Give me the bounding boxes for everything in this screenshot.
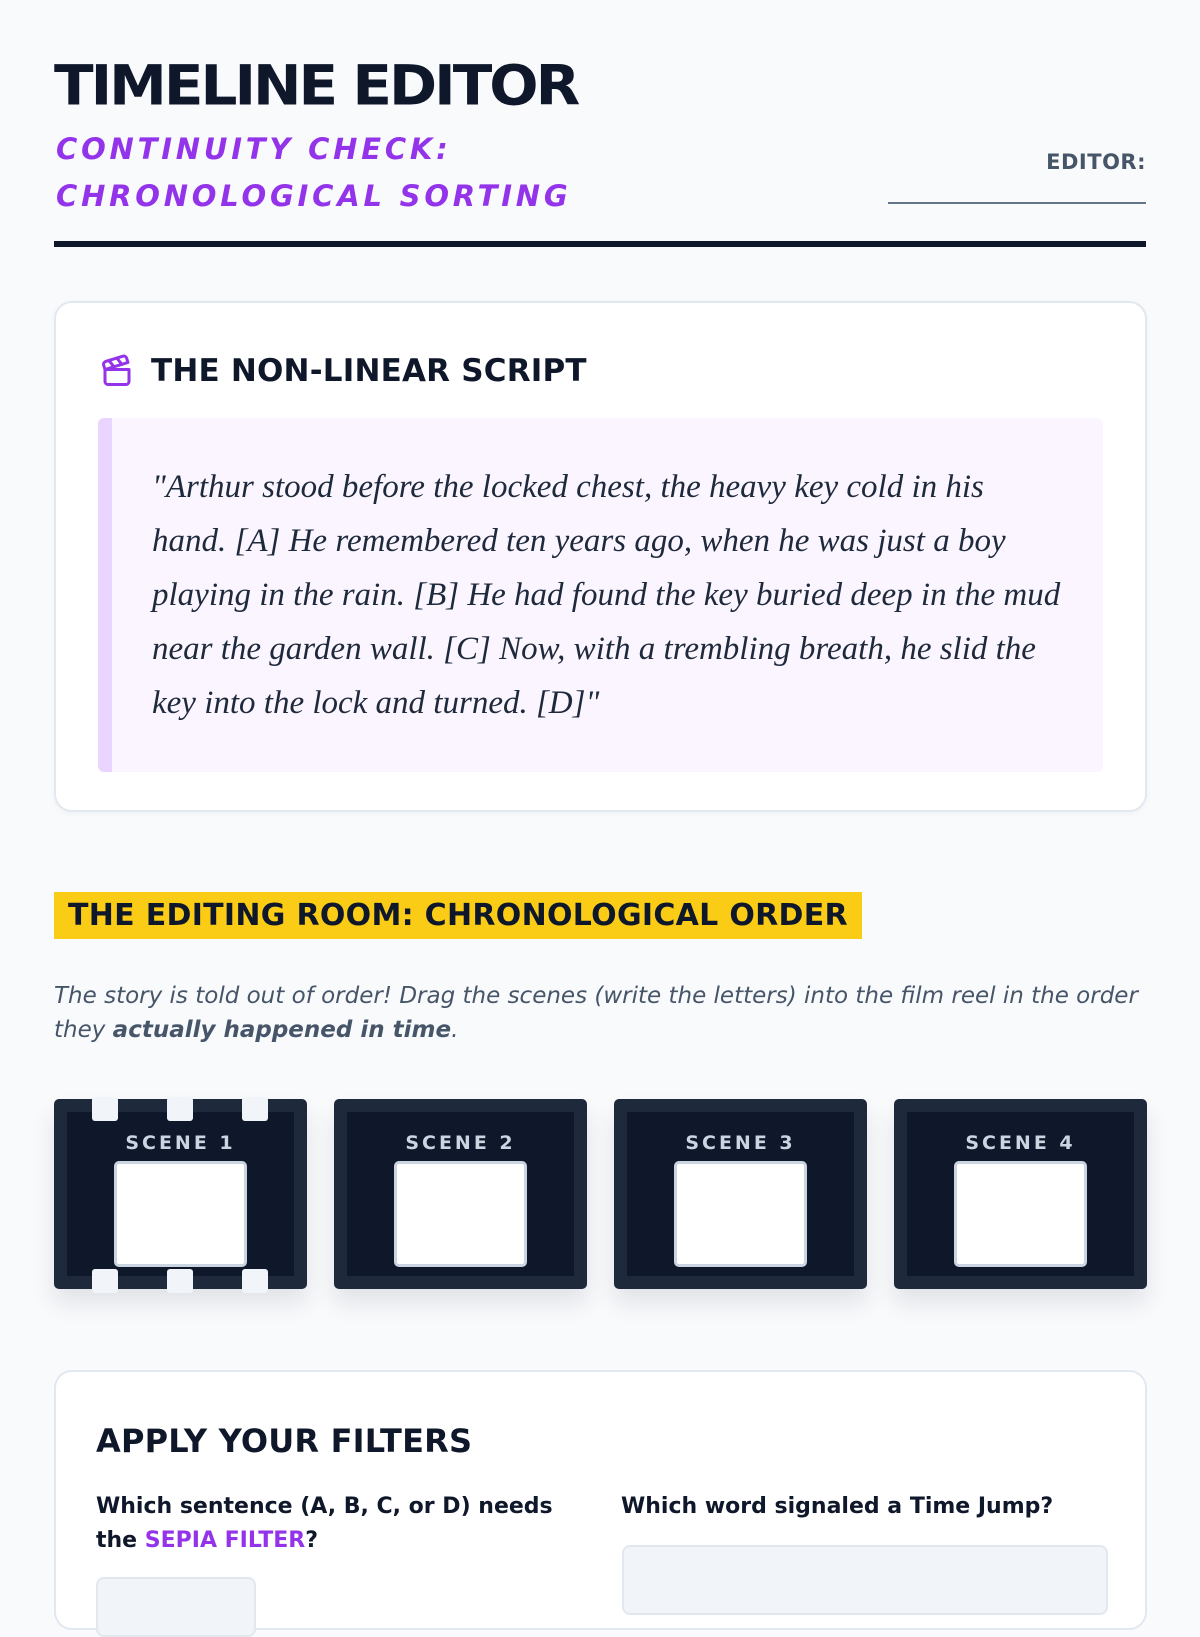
sprocket-hole xyxy=(92,1269,118,1293)
editing-room-title: THE EDITING ROOM: CHRONOLOGICAL ORDER xyxy=(68,898,848,933)
clapperboard-icon xyxy=(99,353,135,389)
sprocket-hole xyxy=(242,1269,268,1293)
scene-1-slot[interactable] xyxy=(114,1161,247,1267)
script-card xyxy=(54,301,1147,812)
header xyxy=(54,0,1146,247)
sepia-answer-field[interactable] xyxy=(96,1577,256,1637)
sprocket-hole xyxy=(167,1269,193,1293)
instructions xyxy=(54,979,1164,1047)
film-reel xyxy=(54,1099,1147,1289)
time-jump-question-text: Which word signaled a xyxy=(621,1494,903,1519)
sprocket-hole xyxy=(92,1097,118,1121)
filters-card xyxy=(54,1370,1147,1630)
script-quote xyxy=(98,418,1103,772)
scene-2-slot[interactable] xyxy=(394,1161,527,1267)
editor-name-field[interactable] xyxy=(888,192,1146,204)
sprocket-hole xyxy=(167,1097,193,1121)
sepia-question xyxy=(96,1490,566,1558)
scene-label: SCENE 2 xyxy=(405,1132,516,1154)
filters-title: APPLY YOUR FILTERS xyxy=(96,1422,473,1460)
sepia-question-mark: ? xyxy=(305,1528,318,1553)
film-frame-3 xyxy=(614,1099,867,1289)
film-frame-1 xyxy=(54,1099,307,1289)
scene-label: SCENE 3 xyxy=(685,1132,796,1154)
time-jump-answer-field[interactable] xyxy=(622,1545,1108,1615)
script-heading xyxy=(99,353,587,389)
instructions-end: . xyxy=(451,1017,459,1043)
page-subtitle: CONTINUITY CHECK: CHRONOLOGICAL SORTING xyxy=(56,132,572,213)
instructions-emphasis: actually happened in time xyxy=(112,1017,452,1043)
time-jump-question xyxy=(621,1490,1121,1524)
sepia-filter-label: SEPIA FILTER xyxy=(144,1528,306,1553)
scene-3-slot[interactable] xyxy=(674,1161,807,1267)
time-jump-label: Time Jump xyxy=(909,1494,1041,1519)
sprocket-hole xyxy=(242,1097,268,1121)
film-frame-2 xyxy=(334,1099,587,1289)
editor-signature xyxy=(888,150,1146,204)
editor-label: EDITOR: xyxy=(1046,150,1146,174)
editing-room-heading xyxy=(54,892,862,939)
time-jump-question-mark: ? xyxy=(1040,1494,1054,1519)
script-title: THE NON-LINEAR SCRIPT xyxy=(151,353,587,389)
scene-4-slot[interactable] xyxy=(954,1161,1087,1267)
page-title: TIMELINE EDITOR xyxy=(54,53,578,118)
sepia-question-text: Which sentence (A, B, C, or D) needs the xyxy=(96,1494,553,1553)
film-frame-4 xyxy=(894,1099,1147,1289)
script-passage: "Arthur stood before the locked chest, the heavy key cold in his hand. [A] He remembered ten years ago, when he was just a boy playing in the rain. [B] He had found the key buried deep in the mud near the garden wall. [C] Now, with a trembling breath, he slid the key into the lock and turned. [D]" xyxy=(152,469,1061,721)
scene-label: SCENE 4 xyxy=(965,1132,1076,1154)
instructions-text: The story is told out of order! Drag the scenes (write the letters) into the film reel in the order they xyxy=(54,983,1138,1043)
scene-label: SCENE 1 xyxy=(125,1132,236,1154)
